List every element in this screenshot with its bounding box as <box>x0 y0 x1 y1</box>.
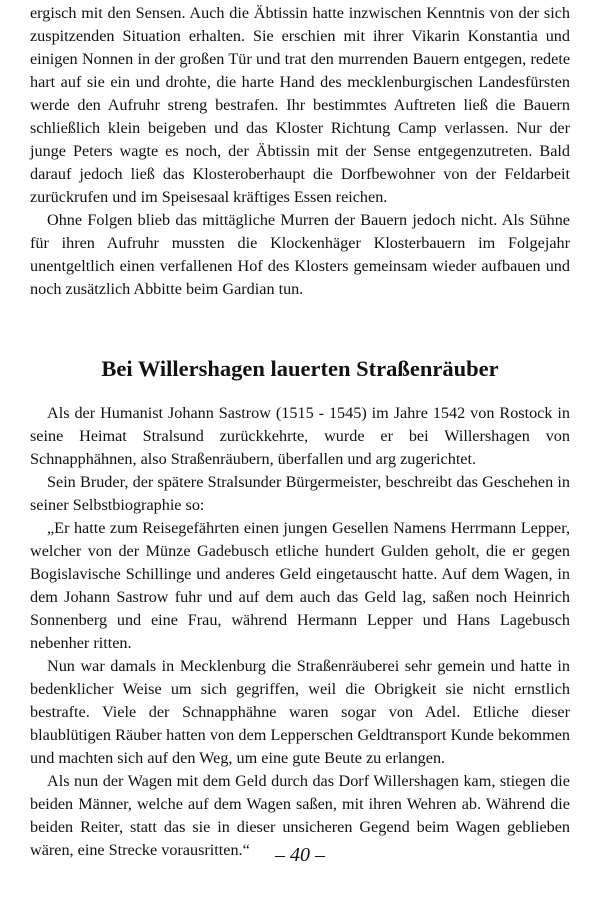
paragraph: ergisch mit den Sensen. Auch die Äbtissin hatte inzwischen Kenntnis von der sich zuspitzenden Situation erhalten. Sie erschien mit ihrer Vikarin Konstantia und einigen Nonnen in der großen Tür und trat den murrenden Bauern entgegen, redete hart auf sie ein und drohte, die harte Hand des mecklenburgischen Landesfürsten werde den Aufruhr streng bestrafen. Ihr bestimmtes Auftreten ließ die Bauern schließlich klein beigeben und das Kloster Richtung Camp verlassen. Nur der junge Peters wagte es noch, der Äbtissin mit der Sense entgegenzutreten. Bald darauf jedoch ließ das Klosteroberhaupt die Dorfbewohner von der Feldarbeit zurückrufen und im Speisesaal kräftiges Essen reichen. <box>30 4 570 206</box>
page-number: – 40 – <box>275 844 325 866</box>
paragraph: Ohne Folgen blieb das mittägliche Murren der Bauern jedoch nicht. Als Sühne für ihren Aufruhr mussten die Klockenhäger Klosterbauern im Folgejahr unentgeltlich einen verfallenen Hof des Klosters gemeinsam wieder aufbauen und noch zusätzlich Abbitte beim Gardian tun. <box>30 211 570 298</box>
paragraph: Nun war damals in Mecklenburg die Straßenräuberei sehr gemein und hatte in bedenklicher Weise um sich gegriffen, weil die Obrigkeit sie nicht ernstlich bestrafte. Viele der Schnapphähne waren sogar von Adel. Etliche dieser blaublütigen Räuber hatten von dem Lepperschen Geldtransport Kunde bekommen und machten sich auf den Weg, um eine gute Beute zu erlangen. <box>30 657 570 767</box>
paragraph: Als der Humanist Johann Sastrow (1515 - 1545) im Jahre 1542 von Rostock in seine Heimat Stralsund zurückkehrte, wurde er bei Willershagen von Schnapphähnen, also Straßenräubern, überfallen und arg zugerichtet. <box>30 404 570 468</box>
section-continued-text <box>30 2 570 301</box>
section-heading: Bei Willershagen lauerten Straßenräuber <box>101 356 499 381</box>
section-body-text <box>30 402 570 862</box>
paragraph: Sein Bruder, der spätere Stralsunder Bürgermeister, beschreibt das Geschehen in seiner Selbstbiographie so: <box>30 473 570 514</box>
paragraph: „Er hatte zum Reisegefährten einen jungen Gesellen Namens Herrmann Lepper, welcher von der Münze Gadebusch etliche hundert Gulden geholt, die er gegen Bogislavische Schillinge und anderes Geld eingetauscht hatte. Auf dem Wagen, in dem Johann Sastrow fuhr und auf dem auch das Geld lag, saßen noch Heinrich Sonnenberg und eine Frau, während Hermann Lepper und Hans Lagebusch nebenher ritten. <box>30 519 570 652</box>
paragraph: Als nun der Wagen mit dem Geld durch das Dorf Willershagen kam, stiegen die beiden Männer, welche auf dem Wagen saßen, mit ihren Wehren ab. Während die beiden Reiter, statt das sie in dieser unsicheren Gegend beim Wagen geblieben wären, eine Strecke vorausritten.“ <box>30 772 570 859</box>
